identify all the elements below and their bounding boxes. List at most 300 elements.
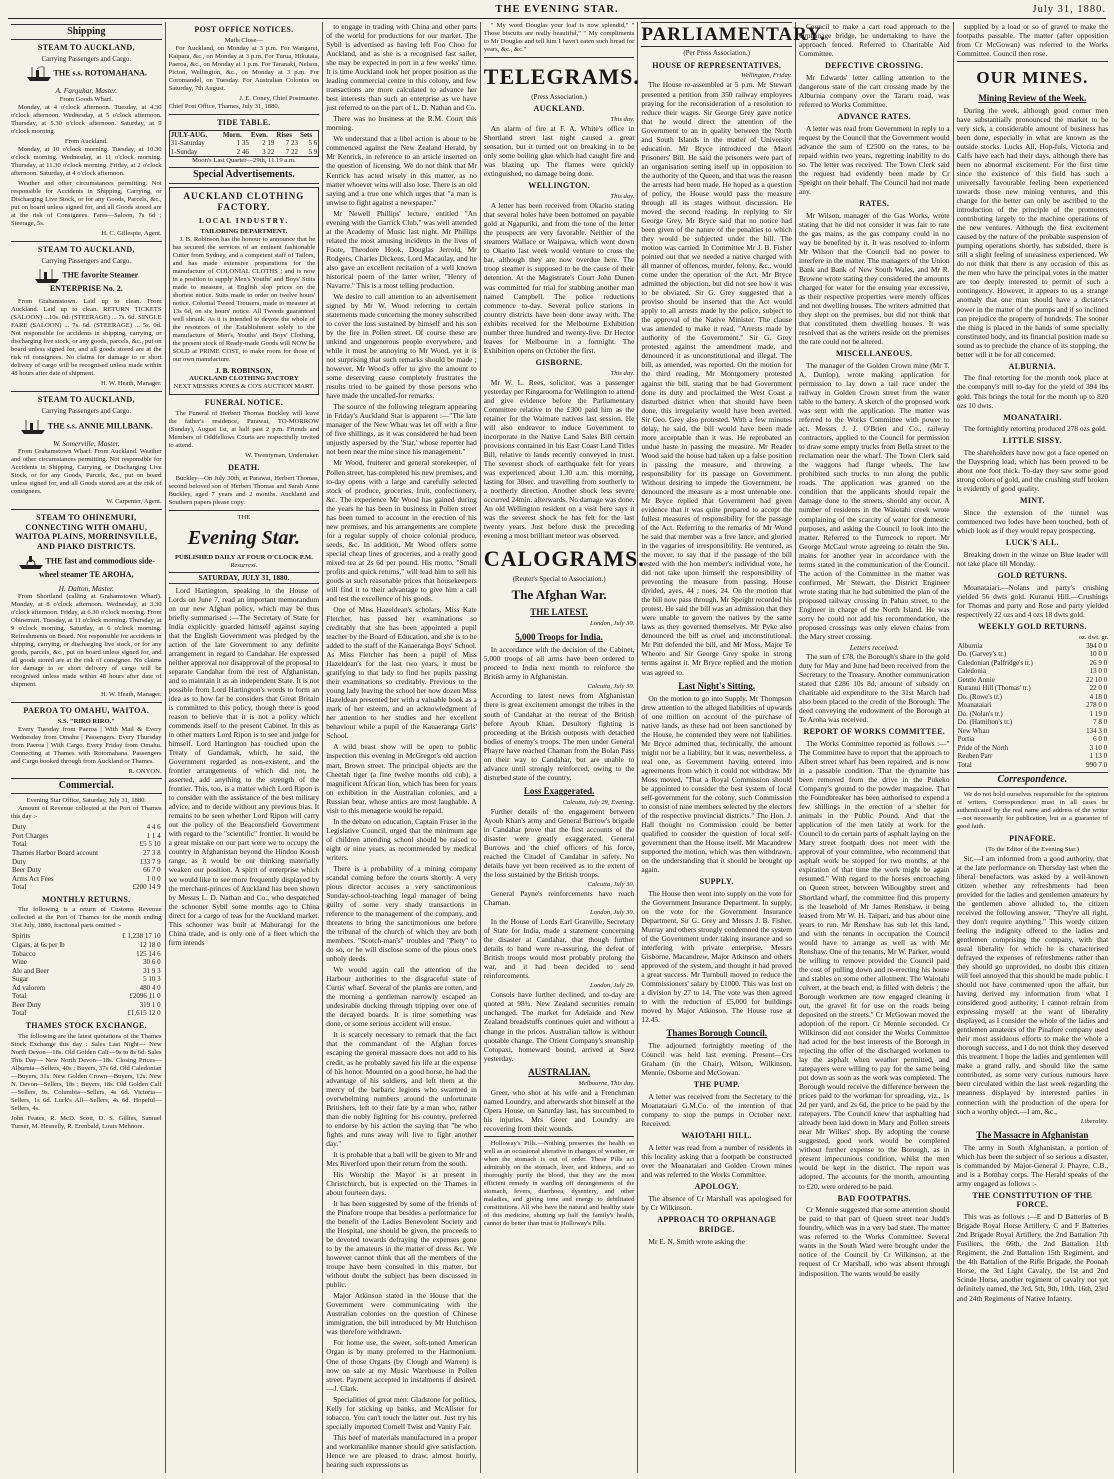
ship-times: Monday, at 10 o'clock morning. Tuesday, at 10.30 o'clock morning. Wednesday, at 11 o'clock morning. Thursday, at 11.30 o'clock morning. Friday, at 2 o'clock afternoon. Saturday, at 4 o'clock afternoon.: [11, 145, 162, 177]
ad-department: TAILORING DEPARTMENT.: [200, 227, 288, 235]
divider: [957, 61, 1109, 62]
article-paragraph: We understand that a libel action is about to be commenced against the New Zealand Herald, by Mr Kenrick, in reference to an article inserted on the question of licensing. We do not think that Mr Kenrick has acted wisely in this matter, as no matter whoever wins will also lose. There is an old saying and a true one which urges that "a man is unwise to fight against a newspaper.": [326, 134, 477, 207]
columns: [8, 22, 1109, 1473]
table-row: [957, 642, 1109, 651]
tide-column-header: Even.: [250, 130, 268, 139]
divider: [169, 114, 320, 115]
tide-table: [169, 130, 320, 158]
column-2: [166, 22, 324, 1473]
table-row: [11, 849, 162, 858]
pills-advertisement: Holloway's Pills.—Nothing preserves the health so well as an occasional alterative in changes of weather, or when the stomach is out of order. These Pills act admirably on the stomach, liver, and kidneys, and so thoroughly purify the blood, that they are the most efficient remedy in warding off derangements of the stomach, fevers, diarrhoea, dysentery, and other maladies, and giving tone and energy to debilitated constitutions. All who have the natural and healthy state of this medicine, shutting up half the family's health, cannot do better than trust to Holloway's Pills.: [483, 1139, 635, 1228]
table-row: [11, 832, 162, 841]
steamship-icon: [26, 66, 52, 82]
table-row: [957, 650, 1109, 659]
star-publication-note: PUBLISHED DAILY AT FOUR O'CLOCK P.M.: [175, 554, 313, 562]
ship-agent: H. C. Gillespie, Agent.: [101, 230, 162, 237]
table-cell: 480 4 0: [139, 983, 161, 992]
letter-heading: PINAFORE.: [1009, 833, 1056, 843]
table-row: [957, 659, 1109, 668]
table-row: [11, 1001, 162, 1010]
table-cell: Total: [12, 840, 27, 849]
funeral-heading: FUNERAL NOTICE.: [204, 398, 284, 408]
mining-text: The shareholders have now got a face opened on the Dayspring lead, which has been proved to be about one foot thick. To-day they saw some good strong colors of gold, and the crushing stuff broken is evidently of good quality.: [956, 448, 1109, 494]
telegram-text: A letter has been received from Okarito stating that several holes have been bottomed on payable gold at Ngapuriki, and from the tone of the letter the prospects are very favorable. Neither of the steamers Wallace or Waipawa, which went down to Okarito last week would venture to cross the bar, although they are now overdue here. The troop steamer is supposed to be the cause of their detention. At the Magistrate's Court John Dunen was committed for trial for stabbing another man named Campbell. The police reductions commence to-day. Several police stations in country districts have been done away with. The exhibits received for the Melbourne Exhibition number three hundred and twenty-five. Dr Hector leaves for Melbourne in a fortnight. The Exhibition opens on October the first.: [483, 201, 635, 355]
table-row: [957, 727, 1109, 736]
ship-agent: R. ONYON.: [128, 768, 162, 776]
tide-column-header: JULY-AUG.: [170, 130, 208, 139]
council-subheading: RATES.: [859, 199, 890, 208]
monthly-returns-table: [11, 932, 162, 1017]
steamship-icon: [20, 419, 46, 435]
column-7: [954, 22, 1112, 1473]
mining-review-heading: Mining Review of the Week.: [978, 92, 1087, 103]
ship-note: From Shortland (calling at Grahamstown Wharf). Monday, at 8 o'clock afternoon. Wednesday, at 3.30 o'clock afternoon. Friday, at 6.30 o'clock morning. From Ohinemuri. Tuesday, at 11 o'clock morning. Thursday, at 9 o'clock morning. Saturday, at 6 o'clock morning. Refreshments on Board. Not responsible for accidents in shipping, carrying, or discharging live stock, or for any goods, parcels, &c., put on board unless signed for, and all goods stored are at the risk of consignee. No claims for damage to or short delivery of cargo will be recognised unless made within 48 hours after date of shipment.: [11, 592, 162, 689]
table-cell: 30 6 0: [143, 958, 161, 967]
table-cell: Arms Act Fees: [12, 874, 54, 883]
parliamentary-title: PARLIAMENTARY.: [641, 22, 792, 47]
table-row: [957, 744, 1109, 753]
ship-ad-title: PAEROA TO OMAHU, WAITOA.: [23, 706, 150, 716]
table-cell: 394 0 0: [1086, 641, 1108, 650]
mining-text: During the week, although good corner men have substantially pronounced the market to be very sick, a considerable amount of business has been done, especially in what are known as the outside stocks. Lucks All, Hop-fuls, Victoria and Calfs have each had their days, although there has been no abnormal excitement. For the first time since the existence of this field has such a universally favourable feeling been experienced towards those new mining ventures, and this change for the better can only be ascribed to the introduction of the principle of the promoters contributing largely to the machine operations of the new ventures. Although the first excitement caused by the nature of the probable suspension of pumping operations shortly, has subsided, there is still a slight feeling of uneasiness experienced. We do not think that there is any occasion of this as the men who have the principal votes in the matter are too deeply interested to permit of such a contingency. However, it appears to us a strange anomaly that one man should have a dictator's power in the matter of the pumps and if so inclined can prejudice the property of hundreds. The sooner the thing is placed in the hands of some specially constituted body, and its financial position made so sound as to preclude the chance of its stopping, the better will it be for all concerned.: [956, 105, 1109, 359]
ship-ad-subtitle: Carrying Passengers and Cargo.: [41, 407, 132, 416]
table-cell: 1-Sunday: [170, 147, 198, 156]
table-cell: 5 9: [308, 147, 318, 156]
monthly-returns-heading: MONTHLY RETURNS.: [42, 894, 131, 904]
council-subheading: APOLOGY.: [694, 1182, 739, 1192]
table-row: [957, 761, 1109, 770]
house-heading: HOUSE OF REPRESENTATIVES.: [652, 60, 782, 70]
ship-ad-title: STEAM TO OHINEMURI, CONNECTING WITH OMAHU, WAITOA PLAINS, MORRINSVILLE, AND PIAKO DISTRICTS.: [15, 512, 158, 552]
table-row: [11, 858, 162, 867]
table-cell: 2 46: [236, 147, 249, 156]
table-cell: Tobacco: [12, 949, 36, 958]
ship-block: [11, 66, 162, 82]
post-office-heading: POST OFFICE NOTICES.: [194, 25, 294, 34]
dateline: This day.: [610, 369, 635, 377]
correspondence-note: We do not hold ourselves responsible for the opinions of writers. Correspondence must in all cases be authenticated by the real name and address of the writer—not necessarily for publication, but as a guarantee of good faith.: [956, 790, 1109, 830]
funeral-signature: W. Twentyman, Undertaker.: [245, 452, 320, 460]
article-paragraph: It is probable that a ball will be given to Mr and Mrs Riverford upon their return from the south.: [326, 1149, 477, 1168]
table-cell: Portia: [957, 735, 975, 744]
table-cell: Sugar: [12, 975, 29, 984]
table-row: [11, 941, 162, 950]
table-cell: Beer Duty: [12, 1000, 41, 1009]
massacre-heading: The Massacre in Afghanistan: [976, 1129, 1089, 1140]
council-text: A letter was received from the Secretary to the Moanataiari G.M.Co. of the intention of that company to stop the pumps in October next. Received.: [641, 1092, 792, 1129]
shipping-heading: Shipping: [11, 24, 162, 40]
table-cell: 990 7 0: [1086, 761, 1108, 770]
dateline: Calcutta, July 29, Evening.: [562, 798, 635, 806]
weekly-gold-table: [957, 642, 1109, 770]
troops-heading: 5,000 Troops for India.: [515, 632, 603, 643]
article-paragraph: The source of the following telegram appearing in Friday's Auckland Star is apparent :—"The late manager of the New Whau was let off with a fine of five shillings, as it was considered he had been unjustly aspersed by the 'Star,' whose reporter had not been near the mine since his management.": [326, 402, 477, 457]
calograms-subtitle: (Reuter's Special to Association.): [512, 574, 606, 583]
table-cell: Duty: [12, 823, 26, 832]
table-row: [957, 701, 1109, 710]
council-subheading: Letters received.: [849, 642, 899, 652]
article-paragraph: There is a probability of a mining company scandal coming before the courts shortly. A very pious director accuses a very sanctimonious Sunday-school-teaching legal manager of being guilty of some very shady transactions in reference to the management of the company, and threatens to bring the sanctimonious one before the tribunal of the church of which they are both members. "Scotch-man's" troubles and "Piety" to do so, or he will disclose some of the pious one's unholy deeds.: [326, 863, 477, 964]
article-paragraph: There was no business at the R.M. Court this morning.: [326, 114, 477, 133]
our-mines-title: OUR MINES.: [976, 68, 1089, 88]
council-text: supplied by a load or so of gravel to make the footpaths passable. The matter (after opposition from Cr McGowan) was referred to the Works Committee. Council then rose.: [956, 22, 1109, 59]
dateline: London, July 30.: [590, 909, 635, 917]
table-cell: 3 22: [262, 147, 275, 156]
special-ads-heading: Special Advertisements.: [169, 167, 320, 183]
council-subheading: REPORT OF WORKS COMMITTEE.: [803, 727, 946, 737]
table-row: [957, 718, 1109, 727]
letter-text: Sir,—I am informed from a good authority, that at the late performance on Thursday last when the liberal benefactors was asked by a well-known citizen whether any refreshments had been provided for the ladies and gentlemen amateurs by the gentlemen above alluded to, the citizen received the following answer, "They're all right, they don't require anything." This wordy citizen feeling the indignity offered to the ladies and gentlemen comprising the company, with that usual liberality for which he is characterised defrayed the expenses of refreshments rather than they should go unprovided, no doubt this citizen will feel annoyed that this should be made public. I should not have commented upon the affair, but having derived my information from what I considered good authority, I cannot refrain from expressing myself at the want of liberality displayed, as I consider the whole of the ladies and gentlemen amateurs of the Pinafore company used their most assiduous efforts to make the whole a thorough success, and I do not think they deserved this treatment. I hope the ladies and gentlemen will make a grand rally, and should like the same contributed, as some very curious rumours have been circulated within the last week regarding the meanness displayed by interested parties in connection with the production of the opera for such a worthy object.—I am, &c.,: [956, 853, 1109, 1116]
evening-star-title: Evening Star.: [187, 527, 301, 550]
ad-firm: AUCKLAND CLOTHING FACTORY: [189, 375, 299, 383]
table-cell: 1 13 0: [1089, 752, 1108, 761]
ad-signature: J. B. ROBINSON,: [215, 366, 273, 376]
table-cell: 13 0 0: [1089, 667, 1108, 676]
ad-address: NEXT MESSRS JONES & CO'S AUCTION MART.: [173, 383, 315, 391]
council-subheading: ADVANCE RATES.: [837, 112, 911, 121]
dateline: This day.: [610, 116, 635, 124]
telegram-text: Mr W. L. Rees, solicitor, was a passenger yesterday per Ringarooma for Wellington to attend and give evidence before the Parliamentary Committee relative to the £300 paid him as the retainer for the Waimate natives last session. He will also endeavor to induce Government to incorporate in the Native Land Sales Bill certain provisions contained in his East Coast Land Titles Bill, relative to lands recently conveyed in trust. The severest shock of earthquake felt for years was experienced about 1.30 a.m. this morning, lasting for 30sec. and travelling from southerly to a northerly direction. Another shock less severe occurred 24min. afterwards. No damage was done. An old Wellington resident on a visit here says it was the severest shock he has felt for the last twenty years. Just before dusk the preceding evening a most brilliant meteor was observed.: [483, 377, 635, 541]
council-text: Council to make a cart road approach to the Orphanage bridge, he undertaking to have the approach fenced. Referred to Charitable Aid Committee.: [798, 22, 950, 59]
table-cell: 1 0 0: [146, 874, 161, 883]
table-row: [11, 932, 162, 941]
council-text: Mr Edwards' letter calling attention to the dangerous state of the cart crossing made by the Alburnia company over the Tararu road, was referred to Works Committee.: [798, 72, 950, 109]
table-row: [957, 684, 1109, 693]
parliament-text: On the motion to go into Supply, Mr Thompson drew attention to the alleged liabilities of upwards of one million on account of the purchase of native lands, as these had not been sanctioned by the House, he contended they were not liabilities. Mr Bryce admitted that, technically, the amount might not be a liability, but it was, nevertheless, a real one, as Government having entered into agreements from which it could not withdraw. Mr Moss moved, "That a Royal Commission should be appointed to consider the best system of local self-government for the colony, such Commission to consist of nine members selected by the electors of the respective provincial districts." The Hon. J. Hall thought no Commission could be better qualified to consider the question of local self-government than the House itself. Mr Macandrew supported the motion, which was then withdrawn, on the understanding that it should be brought up again.: [641, 693, 792, 875]
table-cell: Do. (Nolan's tr.): [957, 709, 1003, 718]
divider: [484, 1136, 635, 1137]
table-row: [957, 693, 1109, 702]
telegrams-title: TELEGRAMS.: [483, 64, 640, 90]
funeral-text: The Funeral of Herbert Thomas Buckley will leave the father's residence, Parawai, TO-MORROW (Sunday), August 1st, at half past 2 p.m. Friends and Members of Oddfellows Courts are respectfully invited to attend.: [168, 409, 320, 450]
table-cell: 31 9 3: [143, 966, 161, 975]
post-office-signature: J. E. Coney, Chief Postmaster.: [239, 94, 320, 102]
weekly-gold-units: oz. dwt. gr.: [1078, 633, 1109, 641]
table-cell: Reuben Parr: [957, 752, 993, 761]
ship-note: From Grahamstown Wharf. From Auckland. Weather and other circumstances permitting. Not responsible for Accidents in Shipping, Carrying, or Discharging Live Stock, or for any Goods, Parcels, &c., put on board unless signed for, and all Goods stored are at the risk of consignees.: [11, 447, 162, 495]
ship-ad-subtitle: Carrying Passengers and Cargo.: [41, 256, 132, 265]
ship-agent: H. W. Heath, Manager.: [100, 691, 162, 699]
dateline: Melbourne, This day.: [578, 1079, 635, 1087]
table-cell: Do. (Garvey's tr.): [957, 650, 1007, 659]
table-cell: Gentle Annie: [957, 675, 995, 684]
ship-note: Every Tuesday from Paeroa | With Mail & Every Wednesday from Omahu | Passengers. Every Thursday from Paeroa | With Cargo. Every Friday from Omahu. Connecting at Thames with Rotomahana. Passengers and Cargo booked through from Auckland or Thames.: [11, 725, 162, 766]
table-cell: 22 0 0: [1089, 684, 1108, 693]
tide-table-heading: TIDE TABLE.: [217, 118, 271, 128]
dateline: Wellington, Friday.: [741, 72, 792, 80]
article-paragraph: We would again call the attention of the Harbour authorities to the disgraceful state of Curtis' wharf. Several of the planks are rotten, and the morning a gentleman narrowly escaped an undesirable ducking through tripping over one of the decayed boards. It is time something was done, or some serious accident will ensue.: [326, 965, 477, 1029]
ship-master: W. Somerville, Master.: [53, 438, 120, 448]
star-date: SATURDAY, JULY 31, 1880.: [169, 572, 320, 583]
moon-phase: Moon's Last Quarter—29th, 11.19 a.m.: [192, 157, 296, 165]
council-text: Cr Mennie suggested that some attention should be paid to that part of Queen street near Judd's foundry, which was in a very bad state. The matter was referred to the Works Committee. Several wants in the South Ward were brought under the notice of the Council by Cr Wilkinson, at the request of Cr Marshall, who was absent through indisposition. The wants would be easily: [798, 1205, 950, 1278]
table-cell: 5 6: [308, 139, 318, 148]
star-the: THE: [237, 514, 251, 521]
ship-ad-title: STEAM TO AUCKLAND,: [37, 43, 135, 53]
dateline: This day.: [610, 193, 635, 201]
table-cell: Spirits: [12, 932, 31, 941]
post-office-place: Chief Post Office, Thames, July 31, 1880.: [168, 103, 280, 110]
divider: [11, 509, 162, 510]
borough-council-heading: Thames Borough Council.: [666, 1028, 767, 1039]
supply-heading: SUPPLY.: [699, 877, 734, 887]
article-paragraph: This beef of materials manufactured in a proper and workmanlike manner should give satisfaction. Hence we are pleased to draw, almost hourly, hearing such expressions as: [326, 1432, 477, 1469]
table-cell: 4 18 0: [1089, 692, 1108, 701]
ship-note: Weather and other circumstances permitting. Not responsible for Accidents in Shipping, Carrying, or Discharging Live Stock, or for any Goods, Parcels, &c., put on board unless signed for, and all Goods stored are at the risk of Consignees. Fares—Saloon, 7s 6d ; Steerage, 5s.: [11, 179, 162, 227]
table-row: [957, 667, 1109, 676]
latest-heading: THE LATEST.: [530, 607, 588, 618]
table-row: [11, 967, 162, 976]
table-cell: 4 4 6: [146, 823, 161, 832]
last-night-heading: Last Night's Sitting.: [678, 680, 756, 691]
table-row: [11, 950, 162, 959]
leader-article: Lord Hartington, speaking in the House of Lords on June 7, read an important memorandum on our new Afghan policy, which may be thus briefly summarised :—The Secretary of State for India explicitly guarded himself against saying that the English Government was pledged by the action of the late Government to any definite arrangement in regard to Candahar. He expressed neither approval nor disapproval of the proposal to separate Candahar from the rest of Afghanistan, and to maintain it as an independent State. It is not possible from Lord Hartington's words to form an idea as to how far he considers that Great Britain is committed to this policy, though there is good reason to believe that it is not a policy which commends itself to the present Cabinet. In this as in other matters Lord Ripon is to see and judge for himself. Lord Hartington has touched upon the Treaty of Gandamak, which, he said, the Government regarded as non-existent, and the frontier arrangements of which did not, he asserted, add anything to the strength of the frontier. This, too, is a matter which Lord Ripon is to consider with the assistance of the best military advice, and to decide without any previous bias. It remains to be seen whether Lord Ripon will carry out the policy of the Beaconsfield Government with regard to the "scientific" frontier. It would be a great mistake on our part were we to occupy the country in Afghanistan beyond the Hindoo Koosh range, as it would be our thinking materially weaken our position. A spirit of enterprise which we would like to see more frequently displayed by the merchant-princes of Auckland has been shown by Messrs L. D. Nathan and Co., who despatched the schooner Sybil some months ago to China direct for a cargo of teas for the Auckland market. This schooner was built at Mahurangi for the China trade, and is only one of a fleet which the firm intends: [168, 585, 320, 947]
cable-text: Greer, who shot at his wife and a Frenchman named Loundry, and afterwards shot himself at the Opera House, on Saturday last, has succumbed to his injuries. Mrs Greer and Loundry are recovering from their wounds.: [483, 1087, 635, 1133]
ship-from-heading: From Auckland.: [64, 137, 108, 145]
loss-heading: Loss Exaggerated.: [523, 785, 595, 796]
table-cell: £1,615 12 0: [127, 1009, 161, 1018]
mining-text: Moanataiari.—Nolans and party's crushing yielded 56 dwts gold. Kuranui Hill.—Crushings for Thomas and party and Rose and party yielded respectively 22 ozs and 4 ozs 18 dwts gold.: [956, 582, 1109, 619]
column-5: [638, 22, 826, 1473]
table-row: [169, 148, 319, 157]
ship-ad-title: STEAM TO AUCKLAND,: [37, 395, 135, 405]
council-text: The adjourned fortnightly meeting of the Council was held last evening. Present—Crs Graham (in the Chair), Wilson, Wilkinson, Mennie, Osborne and McGowan.: [641, 1041, 792, 1078]
ship-name: S.S. "RIRO RIRO.": [57, 717, 115, 725]
table-row: [11, 823, 162, 832]
ship-name: THE favorite Steamer ENTERPRISE No. 2.: [49, 271, 139, 294]
commercial-heading: Commercial.: [11, 778, 162, 794]
table-row: [11, 875, 162, 884]
table-cell: 125 14 6: [136, 949, 161, 958]
article-paragraph: This was as follows :—E and D Batteries of B Brigade Royal Horse Artillery, C and F Batteries 2nd Brigade Royal Artillery, the 2nd Battalion 7th Fusiliers, the 66th, the 2nd Battalion 11th Regiment, the 2nd Battalion 15th Regiment, and the 4th Battalion of the Rifle Brigade, the Poonah Horse, the 3rd Light Cavalry, the 1st and 2nd Scinde Horse, another regiment of cavalry not yet definitely named, the 3rd, 5th, 9th, 10th, 16th, 23rd and 24th Regiments of Native Infantry.: [956, 1212, 1109, 1303]
mining-text: Since the extension of the tunnel was commenced two lodes have been touched, both of which look as if they would repay prospecting.: [956, 508, 1109, 536]
afghan-war-heading: The Afghan War.: [511, 587, 607, 603]
mine-heading: MOANATAIRI.: [1003, 412, 1062, 422]
tide-column-header: Morn.: [222, 130, 242, 139]
ad-title: AUCKLAND CLOTHING FACTORY.: [183, 190, 305, 212]
table-cell: 1 19 0: [1089, 709, 1108, 718]
table-cell: Caledonian (Palfridge's tr.): [957, 658, 1033, 667]
table-cell: Kuranui Hill (Thomas' tr.): [957, 684, 1031, 693]
steamship-icon: [34, 268, 60, 284]
table-cell: Pride of the North: [957, 743, 1009, 752]
table-cell: 7 8 0: [1093, 718, 1108, 727]
council-text: A letter was read from Government in reply to a request by the Council that the Government would advance the sum of £2500 on the rates, to be repaid within two years, regretting inability to do so. The letter was received. The Town Clerk said the request had evidently been made by Cr Speight on their behalf. The Council had not made any.: [798, 123, 950, 196]
article-paragraph: Mr Wood, fruiterer and general storekeeper, of Pollen street, has completed his new premises, and to-day opens with a large and carefully selected stock of produce, groceries, fruit, confectionery, &c. The experience Mr Wood has gained during the years he has been in business in Pollen street has been turned to account in the erection of his new premises, and his arrangements are complete for a regular supply of choice colonial produce, seeds, &c. In addition, Mr Wood offers some special cheap lines of groceries, and a really good mixed tea at 2s 6d per pound. His motto, "Small profits and quick returns," will lead him to sell his goods at such reasonable prices that housekeepers will find it to their advantage to give him a call and test the excellence of his goods.: [326, 458, 477, 603]
calograms-title: CALOGRAMS.: [483, 546, 645, 572]
dateline: London, July 29.: [590, 982, 635, 990]
table-cell: 22 10 0: [1086, 675, 1108, 684]
table-cell: Do. (Rowe's tr.): [957, 692, 1002, 701]
table-row: [957, 735, 1109, 744]
table-row: [957, 752, 1109, 761]
mine-heading: LITTLE SISSY.: [1002, 436, 1062, 446]
mine-heading: ALBURNIA.: [1008, 361, 1057, 371]
article-paragraph: In the debate on education, Captain Fraser in the Legislative Council, urged that the minimum age of children attending school should be raised to eight or nine years, as recommended by medical writers.: [326, 816, 477, 862]
council-subheading: DEFECTIVE CROSSING.: [825, 61, 924, 71]
table-cell: £200 14 9: [132, 883, 161, 892]
article-paragraph: A wild beast show will be open to public inspection this evening in McGregor's old auction mart, Brown street. The principal objects are the Cheetah tiger (a fine twelve months old cub), a magnificent African lion, which has been for years on exhibition in the Australian colonies, and a Russian bear, whose antics are most laughable. A visit to this menagerie would be repaid.: [326, 742, 477, 815]
stock-exchange-text: The following are the latest quotations of the Thames Stock Exchange this day : Sales Last Night— New North Devon—18s. Old Golden Calf—9s to 8s 6d. Sales This Day— New North Devon—18s. Closing Prices— Alburnia—Sellers, 40s ; Buyers, 37s 6d. Old Caledonian—Buyers, 31s. New Golden Crown—Buyers, 12s. New N. Devon—Sellers, 18s ; Buyers, 18s. Old Golden Calf—Sellers, 9s. Columbia—Sellers, 4s 6d. Victoria—Sellers, 1s 6d. Luck's All—Sellers, 4s 6d. Hopeful—Sellers, 4s.: [11, 1032, 162, 1112]
divider: [11, 391, 162, 392]
monthly-returns-text: The following is a return of Customs Revenue collected at the Port of Thames for the month ending 31st July, 1880, fractional parts omitted :-: [11, 906, 162, 930]
divider: [484, 57, 635, 58]
council-subheading: MISCELLANEOUS.: [836, 349, 913, 359]
table-cell: 5 10 3: [143, 975, 161, 984]
table-cell: £2096 11 0: [129, 992, 161, 1001]
ship-agent: H. W. Heath, Manager.: [100, 380, 162, 388]
dateline: Calcutta, July 30.: [587, 881, 635, 889]
brokers-list: John Feates, R. McD. Scott, D. S. Gillies, Samuel Turner, M. Hesnelly, R. Erenbald, Louis Mehnore.: [11, 1114, 162, 1130]
table-row: [169, 139, 319, 148]
table-cell: 26 9 0: [1089, 658, 1108, 667]
article-paragraph: It is scarcely necessary to remark that the fact that the commandant of the Afghan forces escaping the general massacre does not add to his credit, as he probably saved his life at the expense of his honor. Mounted on a good horse, he had the advantage of his soldiers, and left them at the mercy of the barbaric legions who swarmed in overwhelming numbers around the unfortunate Britishers, left to their fate by a man who, rather than die nobly fighting for his country, preferred to endorse by his action the saying that "he who fights and runs away will live to fight another day.": [326, 1030, 477, 1148]
dateline: London, July 30.: [590, 620, 635, 628]
article-paragraph: to engage in trading with China and other parts of the world for productions for our market. The Sybil is advertised as having left Foo Choo for Auckland, and as she is a recognised fast sailer, she may be expected in port in a few weeks' time. It is time Auckland took her proper position as the leading commercial centre in this colony, and few transactions are more calculated to advance her best interests than such an enterprise as we have just referred to on the part of L. D. Nathan and Co.: [326, 22, 477, 113]
post-office-text: For Auckland, on Monday at 3 p.m. For Wangarei, Kaipara, &c., on Monday at 3 p.m. For Turua, Hikutaia, Paeroa, &c., on Monday at 1 p.m. For Taranaki, Nelson, Picton, Wellington, &c., on Monday at 3 p.m. For Coromandel, on Tuesday. For Australian Colonies on Saturday, 7th August.: [168, 44, 320, 92]
mining-text: The fortnightly retorting produced 278 ozs gold.: [963, 424, 1107, 434]
star-motto: Resurrexi.: [230, 562, 258, 570]
telegram-text: An alarm of fire at F. A. White's office in Shortland street last night caused a great sensation, but it turned out on breaking in to be only some boiling glue which had caught fire and was blazing up. The flames were quickly extinguished, no damage being done.: [483, 124, 635, 179]
table-cell: Caledonia: [957, 667, 986, 676]
ad-text: J. B. Robinson has the honour to announce that he has secured the services of an eminent fashionable Cutter from Sydney, and a competent staff of Tailors, and has made extensive preparations for the manufacture of COLONIAL CLOTHS ; and is now in a position to supply Men's Youths' and Boys' Suits made to measure, at English slop prices on the shortest notice. Suits made to order on twelve hours' notice. Colonial Tweed Trousers, made to measure at 13s 6d, on six hours' notice. All Tweeds guaranteed well shrunk. As it is intended to devote the whole of the resources of the Establishment solely to the manufacture of Men's, Youths' and Boys' Clothing, the present stock of Ready-made Goods will NOW be SOLD at PRIME COST, to make room for those of our own manufacture.: [172, 235, 316, 364]
parliament-text: The House re-assembled at 5 p.m. Mr Stewart presented a petition from 350 railway employees praying for the reconsideration of a resolution to reduce their wages. Sir George Grey gave notice that he would direct the attention of the Government to an in quality between the North and South Islands in the matter of University education. Mr Bryce introduced the Maori Prisoners' Bill. He said the prisoners were part of an organisation setting itself up in opposition to the authority of the Queen, and that was the reason the arrests had been made. He hoped as a question of policy, the House would pass the measure through all its stages without discussion. He moved the second reading. In replying to Sir George Grey, Mr Bryce said that no notice had been given of the nature of the penalties to which they would be subjected under the bill. The motion was carried. In Committee Mr J. B. Fisher pointed out that we needed a native charged with all manner of offences, murder, felony, &c., would come under the operation of the Act. Mr Bryce admitted the objection, but did not see how it was to be obviated. Sir G. Grey suggested that a proviso should be inserted that the Act would apply to all arrests made by the police, subject to the approval of the Native Minister. The clause was amended to make it read, "Arrests made by authority of the Government." Sir G. Grey protested against the amendment made, and denounced it as unconstitutional and illegal. The bill, as amended, was reported. On the motion for the third reading, Mr Montgomery protested against the bill, stating that he had Government done its duty and proclaimed the West Coast a disturbed district when that should have been done, this irregularity would have been averted. Sir Geo. Grey also protested. With a few minutes delay, he said, the bill would have been made more acceptable than it was. He reprobated an undue haste in passing the measure. Mr Reader Wood said the house had taken up a false position in passing the measure, and throwing a responsibility for its passage on Government. Without desiring to impede the Government, he denounced the measure as a most untenable one. Mr Bryce replied that Government had given evidence that it was quite prepared to accept the fullest measures of responsibility for the passage of the Act. Referring to the remarks of Mr Wood he said that member was a free lance, and gloried in the vagaries of irresponsibility. He ventured, as the mover, to say that if the passage of the bill rested with the hon member's individual vote, he did not take upon himself the responsibility of preventing the measure from passing. House divided, ayes, 44 ; noes, 24. On the motion that the bill now pass through, Mr Speight recorded his protest. He said the bill was an admission that they were unable to govern the natives by the same laws as they governed themselves. Mr Pyke also denounced the bill as cruel and unconstitutional. Mr Pitt defended the bill, and Mr Moss, Major Te Wheoro and Sir George Grey spoke in strong terms against it. Mr Bryce replied and the motion was agreed to.: [641, 80, 792, 677]
revenue-table: [11, 823, 162, 891]
table-cell: 1 1 4: [146, 831, 161, 840]
cable-text: In the House of Lords Earl Granville, Secretary of State for India, made a statement concerning the disaster at Candahar, that though further details to hand were re-assuring, the defeat of British troops would most probably prolong the war, and it had been decided to send reinforcements.: [483, 917, 635, 981]
parliamentary-subtitle: (Per Press Association.): [683, 49, 751, 58]
table-cell: Cigars, at 6s per lb: [12, 941, 65, 949]
table-cell: 278 0 0: [1086, 701, 1108, 710]
table-cell: Total: [957, 761, 972, 770]
article-paragraph: It has been suggested by some of the friends of the Pinafore troupe that besides a performance for the benefit of the Ladies Benevolent Society and the Hospital, one should be given, the proceeds to be devoted towards defraying the expenses gone to by the amateurs in the matter of dress &c. We however cannot think that all the members of the troupe have been consulted in this matter, but without doubt the subject has been discussed in public.: [326, 1198, 477, 1290]
council-text: The manager of the Golden Crown mine (Mr T. A. Dunlop), wrote making application for permission to lay down a tail race under the railway in Golden Crown street from the water table to the battery. A sketch of the proposed work was sent with the application. The matter was referred to the Works Committee with power to act. Messrs J. J. O'Brien and Co., railway contractors, applied to the Council for permission to draw some empty trucks from Bella street to the reclamation near the wharf. The Town Clerk said the waggons had flange wheels. The law prohibited such trucks to run along the public roads. The application was granted on the condition that the applicants should repair the damage done to the streets, should any occur. A number of residents in the Waiotahi creek wrote complaining of the scarcity of water for domestic purposes, and asking the Council to look into the matter. Referred to the Turncock to report. Mr George McCaul wrote agreeing to retain the 9in. mains for another year in accordance with the terms stated in the communication of the Council. The action of the Committee in the matter was confirmed. Mr Stewart, the District Engineer wrote stating that he had submitted the plan of the proposed railway crossing in Pahau street, to the Engineer in charge of the North Island. He was sorry he could not add his recommendation, the proposed crossings was only eleven chains from the Mary street crossing.: [798, 360, 950, 641]
ship-block: [11, 419, 162, 435]
column-6: [796, 22, 954, 1473]
masthead-date: July 31, 1880.: [1032, 4, 1106, 15]
table-cell: 66 7 0: [143, 866, 161, 875]
dateline-heading: AUCKLAND.: [533, 104, 585, 114]
death-text: Buckley—On July 30th, at Parawai, Herbert Thomas, second beloved son of Herbert Thomas and Sarah Anne Buckley, aged 7 years and 2 months. Auckland and Southern papers please copy.: [168, 474, 320, 506]
masthead: [8, 4, 1106, 19]
cable-text: According to latest news from Afghanistan there is great excitement amongst the tribes in the south of Candahar at the retreat of the British before Ayoub Khan. Desultory fighting is proceeding at the British outposts with detached bodies of enemy's troops. The men under General Phayre have reached Chaman from the Bolan Pass on their way to Candahar, but are unable to advance until strongly reinforced, owing to the disturbed state of the country.: [483, 691, 635, 782]
letter-signature: Liberality.: [1080, 1117, 1109, 1125]
table-cell: 7 22: [285, 147, 299, 156]
ship-ad-subtitle: Carrying Passengers and Cargo.: [41, 54, 132, 63]
letter-salutation: (To the Editor of the Evening Star.): [985, 845, 1079, 853]
ship-master: H. Dalton, Master.: [58, 583, 114, 593]
table-cell: Thames Harbor Board account: [12, 848, 99, 857]
table-cell: 27 3 8: [143, 848, 161, 857]
telegrams-subtitle: (Press Association.): [531, 92, 587, 101]
cable-text: In accordance with the decision of the Cabinet, 5,000 troops of all arms have been ordered to proceed to India next month to reinforce the British army in Afghanistan.: [483, 645, 635, 682]
post-office-subheading: Mails Close—: [224, 36, 264, 44]
australian-heading: AUSTRALIAN.: [528, 1066, 590, 1077]
ship-block: [11, 268, 162, 294]
ship-block: [11, 554, 162, 580]
cable-text: Further details of the engagement between Ayoub Khan's army and General Burrow's brigade in Candahar prove that the first accounts of the disaster were greatly exaggerated. General Burrows and the chief officers of his force, reached the Citadel of Candahar in safety. No details have yet been received as to the extent of the loss sustained by the British troops.: [483, 806, 635, 879]
table-row: [957, 710, 1109, 719]
council-text: The sum of £78, the Borough's share in the gold duty for May and June had been received from the Secretary to the Treasury. Another communication stated that £286 10s 8d, amount of subsidy on charitable aid expenditure to the 31st March had also been placed to the credit of the Borough. The deed conveying the endowment of the Borough at Te Aroha was received.: [798, 651, 950, 725]
ship-name: THE s.s. ANNIE MILLBANK.: [47, 421, 153, 431]
council-text: Mr E. N. Smith wrote asking the: [648, 1236, 745, 1246]
ship-note: From Grahamstown. Laid up to clean. From Auckland. Laid up to clean. RETURN TICKETS (SALOON) ...10s. 0d. (STEERAGE) ... 7s. 6d. SINGLE FARE (SALOON) ... 7s. 6d. (STEERAGE) ... 5s. 0d. Not responsible for accidents in shipping, carrying, or discharging live stock, or any goods, parcels, &c., put on board unless signed for, and all goods stored are at the risk of consignees. No claims for damage to or short delivery of cargo will be recognised unless made within 48 hours after date of shipment.: [11, 298, 162, 378]
table-cell: Do. (Hamilton's tr.): [957, 718, 1013, 727]
table-cell: Beer Duty: [12, 866, 41, 875]
table-row: [957, 676, 1109, 685]
table-row: [11, 992, 162, 1001]
council-subheading: APPROACH TO ORPHANAGE BRIDGE.: [657, 1215, 777, 1234]
table-row: [11, 883, 162, 892]
column-3: [323, 22, 481, 1473]
ship-agent: W. Carpenter, Agent.: [106, 497, 162, 505]
table-cell: 133 7 9: [139, 857, 161, 866]
ship-name: THE fast and commodious side-wheel steamer TE AROHA,: [39, 556, 155, 579]
council-subheading: BAD FOOTPATHS.: [837, 1193, 911, 1203]
table-cell: Duty: [12, 857, 26, 866]
masthead-title: THE EVENING STAR.: [495, 4, 619, 15]
stock-exchange-heading: THAMES STOCK EXCHANGE.: [25, 1020, 147, 1030]
council-text: Mr Wilson, manager of the Gas Works, wrote stating that he did not consider it was fair to rate the gas mains, as the gas company could in no way be benefited by it. It was resolved to inform Mr Wilson that the Council had no power to interfere in the matter. The managers of the Union Bank and Bank of New South Wales, and Mr R. Browne wrote stating they considered the amounts charged for water for the ensuing year excessive, as their respective properties were merely offices and not dwelling houses. The writers admitted that they slept on the premises, but did not think that that constituted them dwelling houses. It was resolved that as the writers reside on the premises the rate could not be altered.: [798, 210, 950, 347]
column-4: [481, 22, 645, 1473]
divider: [11, 702, 162, 703]
divider: [169, 510, 320, 511]
article-paragraph: One of Miss Hazeldean's scholars, Miss Kate Fletcher, has passed her examinations so creditably that she has been appointed a pupil teacher by the Board of Education, and she is to be added to the staff of the Kauaeranga Boys' School. As Miss Fletcher has been a pupil of Miss Hazeldean's for the last two years, it must be gratifying to that lady to find her pupils passing their examinations so creditably. Previous to the young lady leaving the school her now dozen Miss Hazeldean presented her with a valuable book as a mark of her esteem, and an acknowledgment of her attention to her studies and her excellent behaviour while a pupil of the Kauaeranga Girls' School.: [326, 604, 477, 741]
dateline-heading: WELLINGTON.: [528, 181, 590, 191]
council-text: The Works Committee reported as follows :—" The Committee have to report that the approach to Albert street wharf has been repaired, and is now in a passable condition. That the dynamite has been removed from the drive in the Pukeko Company's ground to the powder magazine. That the Foundbreaker has been authorised to expend a few shillings in the erection of a shelter for animals in the Public Pound. And that the application of the men lately at work for the Council to do certain parts of asphalt laying on the Mary street footpath does not meet with the approval of your committee, who recommend that asphalt work be stopped for two months, at the expiration of that time the work might be again resumed." With regard to the horses encroaching on Queen street, between Willoughby street and Shortland wharf, the committee find this property is the leasehold of Mr James Renshaw, it being leased from Mr W. H. Taipari, and has about nine years to run. Mr Renshaw has sub let this land, and with the tenants in occupation the Council would have to arrange as well as with Mr Renshaw. One of the tenants, Mr W. Parker, would be willing to remove provided the Council paid the cost of pulling down and re-erecting his house and stables on some other allotment. The Waiotahi culvert, at the beach end, is filled with debris ; the Borough workmen are now engaged cleaning it out, the gravel fit for use on the roads being deposited on the streets." Cr McGowan moved the adoption of the report. Cr Mennie seconded. Cr Wilkinson did not consider the Works Committee had acted for the best interests of the Borough in rejecting the offer of the discharged workmen to lay the asphalt when weather permitted, and ratepayers were willing to pay for the same being put down as soon as the work was completed. The Borough would receive the difference between the prices paid to the workman for spreading, viz., 1s 2d per yard, and 2s 6d, the price to be paid by the ratepayers. The Council knew that asphalting had already been laid down in Mary and Pollen streets near Mr Wilkes' shop. By adopting the course suggested, good work would be completed without further expense to the Borough, as in present impecunious condition, whilst the men would be kept in the district. The report was adopted. The accounts for the month, amounting to £20, were ordered to be paid.: [798, 738, 950, 1191]
table-cell: Total: [12, 992, 27, 1001]
table-row: [11, 840, 162, 849]
article-paragraph: For home use, the sweet, soft-toned American Organ is by many preferred to the Harmonium. One of those Organs (by Clough and Warren) is now on sale at my Music Warehouse in Pollen street. Payment accepted in instalments if desired.—J. Clark.: [326, 1338, 477, 1393]
bakery-quote: " My word Douglas your loaf is now splendid," " Those biscuits are really beautiful," " My compliments to Mr Douglas and tell him I havn't eaten such bread for years, &c., &c.": [483, 22, 635, 54]
table-row: [11, 984, 162, 993]
weekly-gold-heading: WEEKLY GOLD RETURNS.: [977, 621, 1087, 631]
table-row: [11, 975, 162, 984]
table-row: [11, 958, 162, 967]
ship-ad-title: STEAM TO AUCKLAND,: [37, 245, 135, 255]
table-cell: Total: [12, 1009, 27, 1018]
table-cell: 319 1 0: [139, 1000, 161, 1009]
council-text: A letter was read from a number of residents in this locality asking that a footpath be constructed over the Moanataiari and Golden Crown mines and was referred to the Works Committee.: [641, 1143, 792, 1180]
table-cell: 1 35: [236, 139, 249, 148]
death-heading: DEATH.: [228, 463, 260, 473]
article-paragraph: The army in South Afghanistan, a portion of which has been the subject of so serious a disaster, is commanded by Major-General J. Phayre, C.B., and is a Bombay corps. The Herald speaks of the army engaged as follows :-: [956, 1142, 1109, 1188]
mining-text: Breaking down in the winze on Blue leader will not take place till Monday.: [956, 549, 1109, 568]
table-cell: 2 19: [262, 139, 275, 148]
article-paragraph: Mr Newell Phillips' lecture, entitled "An evening with the Garrick Club," was well attended at the Academy of Music last night. Mr Phillips related the most amusing incidents in the lives of Foote, Theodore Hook, Douglas Jerrold, Mr Rodgers, Charles Dickens, Lord Macaulay, and he also gave an excellent recitation of a well known historical poem of the latter writer, "Henry of Navarre." This is a most telling production.: [326, 208, 477, 290]
mine-heading: LUCK'S ALL.: [1005, 538, 1059, 548]
table-cell: 7 23: [285, 139, 299, 148]
column-1: [8, 22, 166, 1473]
mine-heading: MINT.: [1020, 496, 1045, 506]
dateline-heading: GISBORNE.: [535, 357, 583, 367]
parliament-text: The House then went into supply on the vote for the Government Insurance Department. In supply, on the vote for the Government Insurance Department, Sir G. Grey and Messrs J. B. Fisher, Murray and others strongly condemned the system of the Government under taking insurance and so interfering with private enterprise. Messrs Gisborne, Macandrew, Major Atkinson and others approved of the system, and thought it had proved a great success. Mr Turnbull moved to reduce the Commissioners' salary by £1000. This was lost on a division by 27 to 14. The vote was then agreed to with the reduction of £5,000 for buildings moved by Major Atkinson. The House rose at 12.45.: [641, 888, 792, 1025]
article-paragraph: His Worship the Mayor is at present in Christchurch, but is expected on the Thames in about fourteen days.: [326, 1169, 477, 1197]
table-cell: £5 5 10: [139, 840, 161, 849]
table-cell: 12 18 0: [139, 941, 161, 949]
table-cell: 31-Saturday: [170, 139, 205, 148]
dateline: Calcutta, July 30.: [587, 683, 635, 691]
tide-column-header: Sets: [300, 130, 313, 139]
table-cell: 3 10 0: [1089, 743, 1108, 752]
council-text: The absence of Cr Marshall was apologised for by Cr Wilkinson.: [641, 1193, 792, 1212]
table-row: [11, 1009, 162, 1018]
article-paragraph: Specialities of great men: Gladstone for politics, Kelly for sticking up banks, and McAlister for tobacco. You can't touch the latter out. Just try his specially imported Cornell Twist and Vanity Fair.: [326, 1394, 477, 1431]
clothing-factory-ad: [169, 187, 320, 396]
mining-text: The final retorting for the month took place at the company's mill to-day for the yield of 394 lbs gold. This brings the total for the month up to 820 ozs 10 dwts.: [956, 373, 1109, 410]
gold-returns-heading: GOLD RETURNS.: [997, 570, 1068, 580]
table-cell: 134 3 0: [1086, 726, 1108, 735]
